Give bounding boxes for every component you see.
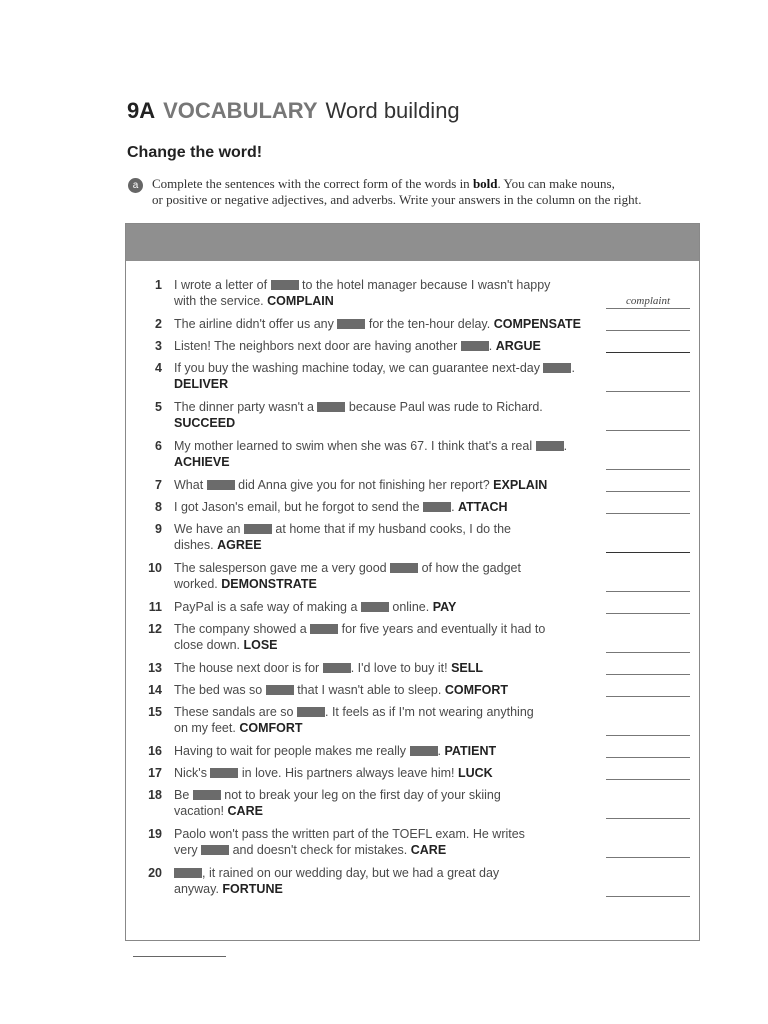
item-keyword: PATIENT	[444, 744, 497, 758]
item-keyword: EXPLAIN	[493, 478, 548, 492]
blank-box	[337, 319, 365, 329]
item-keyword: COMFORT	[444, 683, 508, 697]
answer-field[interactable]	[606, 538, 690, 553]
item-sentence: Be not to break your leg on the first day of your skiing vacation! CARE	[174, 788, 501, 818]
unit-code: 9A	[127, 98, 156, 123]
item-number: 2	[155, 317, 162, 331]
blank-box	[207, 480, 235, 490]
item-number: 8	[155, 500, 162, 514]
blank-box	[423, 502, 451, 512]
item-sentence: These sandals are so . It feels as if I'm not wearing anything on my feet. COMFORT	[174, 705, 534, 735]
item-number: 16	[148, 744, 162, 758]
item-number: 15	[148, 705, 162, 719]
item-sentence: Nick's in love. His partners always leave him! LUCK	[174, 766, 493, 780]
item-sentence: The salesperson gave me a very good of how the gadget worked. DEMONSTRATE	[174, 561, 521, 591]
item-sentence: The bed was so that I wasn't able to sleep. COMFORT	[174, 683, 508, 697]
answer-field[interactable]	[606, 377, 690, 392]
item-number: 14	[148, 683, 162, 697]
answer-field[interactable]	[606, 477, 690, 492]
answer-field[interactable]	[606, 682, 690, 697]
answer-field[interactable]	[606, 455, 690, 470]
exercise-panel	[125, 223, 700, 941]
blank-box	[390, 563, 418, 573]
blank-box	[297, 707, 325, 717]
item-keyword: AGREE	[217, 538, 262, 552]
item-sentence: PayPal is a safe way of making a online. PAY	[174, 600, 457, 614]
section-subtitle: Word building	[325, 98, 460, 123]
item-number: 17	[148, 766, 162, 780]
item-keyword: SUCCEED	[174, 416, 236, 430]
item-keyword: FORTUNE	[222, 882, 283, 896]
blank-box	[310, 624, 338, 634]
item-keyword: CARE	[410, 843, 447, 857]
item-keyword: LOSE	[243, 638, 278, 652]
item-number: 1	[155, 278, 162, 292]
item-keyword: ARGUE	[495, 339, 541, 353]
item-keyword: DELIVER	[174, 377, 229, 391]
answer-field[interactable]	[606, 416, 690, 431]
item-number: 6	[155, 439, 162, 453]
item-keyword: DEMONSTRATE	[221, 577, 317, 591]
answer-field[interactable]	[606, 660, 690, 675]
answer-field[interactable]	[606, 843, 690, 858]
item-keyword: CARE	[227, 804, 263, 818]
item-number: 20	[148, 866, 162, 880]
item-sentence: The house next door is for . I'd love to buy it! SELL	[174, 661, 484, 675]
item-number: 5	[155, 400, 162, 414]
answer-field[interactable]	[606, 316, 690, 331]
item-number: 18	[148, 788, 162, 802]
panel-header-bar	[126, 224, 699, 261]
blank-box	[201, 845, 229, 855]
page-title	[127, 98, 460, 124]
item-number: 11	[148, 600, 162, 614]
blank-box	[266, 685, 294, 695]
answer-field[interactable]	[606, 599, 690, 614]
item-sentence: The company showed a for five years and eventually it had to close down. LOSE	[174, 622, 546, 652]
bold-word: bold	[472, 176, 498, 191]
item-keyword: COMPLAIN	[267, 294, 334, 308]
item-keyword: COMPENSATE	[493, 317, 581, 331]
blank-box	[536, 441, 564, 451]
blank-box	[410, 746, 438, 756]
blank-box	[244, 524, 272, 534]
item-number: 9	[155, 522, 162, 536]
item-keyword: LUCK	[457, 766, 493, 780]
answer-field[interactable]	[606, 765, 690, 780]
item-number: 19	[148, 827, 162, 841]
blank-box	[210, 768, 238, 778]
answer-field[interactable]	[606, 804, 690, 819]
item-sentence: I wrote a letter of to the hotel manager because I wasn't happy with the service. COMPLAIN	[174, 278, 551, 308]
blank-box	[271, 280, 299, 290]
item-sentence: Paolo won't pass the written part of the TOEFL exam. He writes very and doesn't check for mistakes. CARE	[174, 827, 525, 857]
item-sentence: The dinner party wasn't a because Paul was rude to Richard. SUCCEED	[174, 400, 543, 430]
item-keyword: ATTACH	[458, 500, 508, 514]
item-keyword: PAY	[432, 600, 457, 614]
item-keyword: ACHIEVE	[174, 455, 230, 469]
blank-box	[361, 602, 389, 612]
item-sentence: My mother learned to swim when she was 67. I think that's a real . ACHIEVE	[174, 439, 568, 469]
answer-field[interactable]	[606, 638, 690, 653]
blank-box	[193, 790, 221, 800]
item-number: 7	[155, 478, 162, 492]
footnote-rule	[133, 956, 226, 957]
blank-box	[461, 341, 489, 351]
item-sentence: Listen! The neighbors next door are having another . ARGUE	[174, 339, 541, 353]
answer-field[interactable]	[606, 882, 690, 897]
answer-field[interactable]	[606, 743, 690, 758]
instructions: Complete the sentences with the correct form of the words in bold. You can make nouns, or positive or negative adjectives, and adverbs. Write your answers in the column on the right.	[152, 176, 642, 207]
blank-box	[174, 868, 202, 878]
item-sentence: What did Anna give you for not finishing her report? EXPLAIN	[174, 478, 548, 492]
answer-field[interactable]	[606, 499, 690, 514]
answer-field[interactable]	[606, 721, 690, 736]
item-number: 10	[148, 561, 162, 575]
answer-field[interactable]	[606, 338, 690, 353]
blank-box	[317, 402, 345, 412]
item-keyword: SELL	[451, 661, 484, 675]
blank-box	[323, 663, 351, 673]
exercise-letter-badge: a	[128, 178, 143, 193]
section-name: VOCABULARY	[163, 98, 318, 123]
item-sentence: , it rained on our wedding day, but we had a great day anyway. FORTUNE	[174, 866, 500, 896]
item-sentence: The airline didn't offer us any for the ten-hour delay. COMPENSATE	[174, 317, 581, 331]
item-sentence: If you buy the washing machine today, we can guarantee next-day . DELIVER	[174, 361, 575, 391]
item-keyword: COMFORT	[239, 721, 303, 735]
exercise-heading: Change the word!	[127, 144, 263, 161]
item-sentence: Having to wait for people makes me really . PATIENT	[174, 744, 497, 758]
item-number: 3	[155, 339, 162, 353]
item-number: 12	[148, 622, 162, 636]
blank-box	[543, 363, 571, 373]
item-number: 13	[148, 661, 162, 675]
item-sentence: I got Jason's email, but he forgot to send the . ATTACH	[174, 500, 508, 514]
answer-field[interactable]: complaint	[606, 294, 690, 309]
answer-field[interactable]	[606, 577, 690, 592]
item-sentence: We have an at home that if my husband cooks, I do the dishes. AGREE	[174, 522, 511, 552]
item-number: 4	[155, 361, 162, 375]
